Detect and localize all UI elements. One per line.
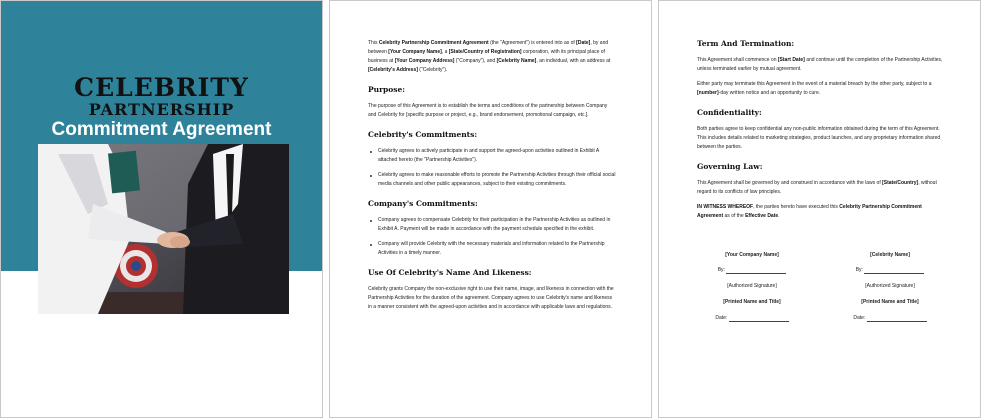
cover-page — [0, 0, 323, 418]
cover-title-partnership: PARTNERSHIP — [88, 100, 235, 119]
witness-paragraph: IN WITNESS WHEREOF, the parties hereto have executed this Celebrity Partnership Commitment Agreement as of the Effective Date. — [697, 204, 922, 219]
celebrity-signature-caption: [Authorized Signature] — [865, 283, 915, 289]
term-paragraph-1: This Agreement shall commence on [Start Date] and continue until the completion of the Partnership Activities, unless terminated earlier by mutual agreement. — [697, 57, 943, 72]
company-signature-column — [697, 251, 807, 330]
governing-law-heading: Governing Law: — [697, 162, 763, 171]
celebrity-commitments-heading: Celebrity's Commitments: — [368, 130, 478, 139]
confidentiality-text: Both parties agree to keep confidential any non-public information obtained during the term of this Agreement. This includes details related to marketing strategies, product launches, and any proprietary information shared between the parties. — [697, 126, 941, 150]
celebrity-signature-column — [835, 251, 945, 330]
company-name-label: [Your Company Name] — [725, 252, 779, 258]
purpose-text: The purpose of this Agreement is to establish the terms and conditions of the partnership between Company and Celebrity for [specific purpose or project, e.g., brand endorsement, promotional campaign, etc.]. — [368, 103, 608, 118]
list-item: Celebrity agrees to make reasonable efforts to promote the Partnership Activities through their official social media channels and other public appearances, subject to their existing commitments. — [368, 171, 616, 189]
likeness-heading: Use Of Celebrity's Name And Likeness: — [368, 268, 532, 277]
company-signature-line: By: — [697, 266, 807, 274]
celebrity-printed-name-label: [Printed Name and Title] — [861, 299, 919, 305]
cover-title-celebrity: CELEBRITY — [74, 73, 249, 102]
likeness-text: Celebrity grants Company the non-exclusive right to use their name, image, and likeness in connection with the Partnership Activities for the duration of the agreement. Company agrees to use Celebrity's name and likeness in a manner consistent with the agreed-upon activities and in accordance with applicable laws and regulations. — [368, 286, 614, 310]
term-heading: Term And Termination: — [697, 39, 795, 48]
company-printed-name-label: [Printed Name and Title] — [723, 299, 781, 305]
intro-paragraph: This Celebrity Partnership Commitment Agreement (the "Agreement") is entered into as of [Date], by and between [Your Company Name], a [State/Country of Registration] corporation, with its principal place of business at [Your Company Address] ("Company"), and [Celebrity Name], an individual, with an address at [Celebrity's Address] ("Celebrity"). — [368, 40, 611, 73]
company-commitments-list — [368, 216, 616, 258]
celebrity-signature-line: By: — [835, 266, 945, 274]
celebrity-name-label: [Celebrity Name] — [870, 252, 910, 258]
celebrity-commitments-list — [368, 147, 616, 189]
company-commitments-heading: Company's Commitments: — [368, 199, 478, 208]
confidentiality-heading: Confidentiality: — [697, 108, 762, 117]
list-item: Celebrity agrees to actively participate in and support the agreed-upon activities outlined in Exhibit A attached hereto (the "Partnership Activities"). — [368, 147, 616, 165]
agreement-page-3 — [658, 0, 981, 418]
governing-law-text: This Agreement shall be governed by and construed in accordance with the laws of [State/Country], without regard to its conflicts of law principles. — [697, 180, 937, 195]
purpose-heading: Purpose: — [368, 85, 406, 94]
celebrity-date-line: Date: — [835, 314, 945, 322]
company-signature-caption: [Authorized Signature] — [727, 283, 777, 289]
agreement-page-2 — [329, 0, 652, 418]
company-date-line: Date: — [697, 314, 807, 322]
handshake-photo — [38, 144, 289, 314]
cover-title-commitment-agreement: Commitment Agreement — [51, 119, 272, 140]
term-paragraph-2: Either party may terminate this Agreement in the event of a material breach by the other party, subject to a [number]-day written notice and an opportunity to cure. — [697, 81, 932, 96]
list-item: Company agrees to compensate Celebrity for their participation in the Partnership Activities as outlined in Exhibit A. Payment will be made in accordance with the payment schedule specified in the exhibit. — [368, 216, 616, 234]
signature-block — [697, 251, 945, 330]
list-item: Company will provide Celebrity with the necessary materials and information related to the Partnership Activities in a timely manner. — [368, 240, 616, 258]
